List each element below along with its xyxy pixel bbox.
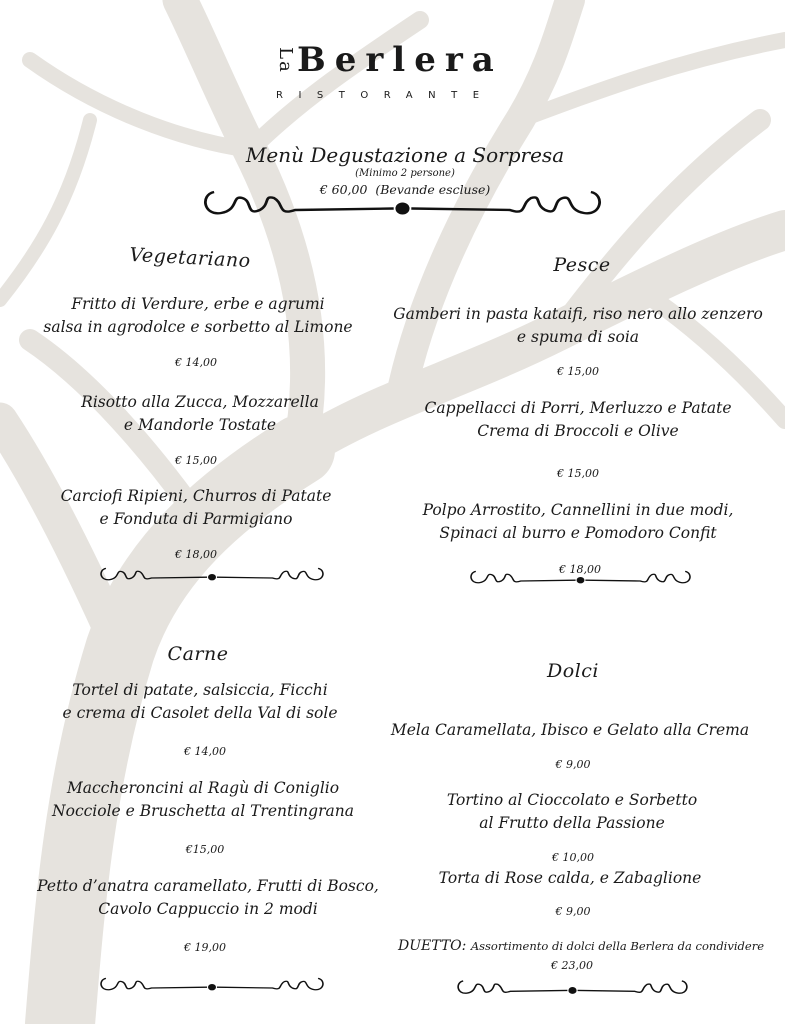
- logo-subtitle: RISTORANTE: [276, 90, 495, 101]
- item-line: Gamberi in pasta kataifi, riso nero allo zenzero: [393, 305, 763, 323]
- item-line: e crema di Casolet della Val di sole: [62, 704, 338, 722]
- menu-item: [447, 789, 697, 835]
- section-title-carne: Carne: [167, 643, 229, 665]
- item-line: Tortel di patate, salsiccia, Ficchi: [72, 681, 328, 699]
- item-line: Carciofi Ripieni, Churros di Patate: [60, 487, 332, 505]
- item-price: € 9,00: [555, 758, 591, 771]
- item-line: Petto d’anatra caramellato, Frutti di Bosco,: [37, 877, 379, 895]
- menu-item: [424, 397, 731, 443]
- tasting-price: € 60,00 (Bevande escluse): [319, 182, 491, 197]
- section-title-pesce: Pesce: [553, 254, 611, 276]
- flourish-divider: [200, 180, 605, 225]
- item-line: Spinaci al burro e Pomodoro Confit: [439, 524, 717, 542]
- item-price: € 15,00: [557, 467, 599, 480]
- item-line: Torta di Rose calda, e Zabaglione: [438, 869, 702, 887]
- item-price: € 10,00: [552, 851, 594, 864]
- item-line: Tortino al Cioccolato e Sorbetto: [446, 791, 698, 809]
- item-price: € 23,00: [551, 959, 593, 972]
- menu-item: [439, 867, 702, 890]
- menu-item: [81, 391, 319, 437]
- menu-item: [61, 485, 332, 531]
- item-line: Mela Caramellata, Ibisco e Gelato alla Crema: [390, 721, 750, 739]
- item-price: € 14,00: [175, 356, 217, 369]
- flourish-divider: [98, 562, 326, 586]
- item-line: e Fonduta di Parmigiano: [99, 510, 293, 528]
- flourish-divider: [98, 972, 326, 996]
- item-price: € 9,00: [555, 905, 591, 918]
- flourish-divider: [455, 974, 690, 1000]
- menu-item: [423, 499, 734, 545]
- item-price: € 18,00: [175, 548, 217, 561]
- menu-item: [391, 719, 749, 742]
- logo-la: La: [274, 47, 296, 74]
- item-line: Assortimento di dolci della Berlera da condividere: [470, 939, 765, 953]
- item-price: € 14,00: [184, 745, 226, 758]
- tasting-note: (Minimo 2 persone): [355, 168, 455, 179]
- item-line: Fritto di Verdure, erbe e agrumi: [71, 295, 325, 313]
- menu-item: [393, 303, 763, 349]
- menu-item: [62, 679, 337, 725]
- item-price: € 19,00: [184, 941, 226, 954]
- item-line: Cappellacci di Porri, Merluzzo e Patate: [424, 399, 732, 417]
- item-line: salsa in agrodolce e sorbetto al Limone: [43, 318, 353, 336]
- item-price: € 15,00: [175, 454, 217, 467]
- item-line: Polpo Arrostito, Cannellini in due modi,: [422, 501, 734, 519]
- item-line: e spuma di soia: [516, 328, 640, 346]
- item-price: € 18,00: [559, 563, 601, 576]
- menu-item: [43, 293, 352, 339]
- menu-item: [37, 875, 379, 921]
- menu-item-duetto: [398, 939, 764, 953]
- item-label: DUETTO:: [397, 938, 467, 954]
- item-price: €15,00: [185, 843, 225, 856]
- logo-name: Berlera: [297, 40, 503, 80]
- item-price: € 15,00: [557, 365, 599, 378]
- section-title-dolci: Dolci: [547, 660, 599, 682]
- item-line: Maccheroncini al Ragù di Coniglio: [66, 779, 340, 797]
- menu-item: [52, 777, 354, 823]
- item-line: Risotto alla Zucca, Mozzarella: [81, 393, 319, 411]
- item-line: Cavolo Cappuccio in 2 modi: [98, 900, 318, 918]
- item-line: Nocciole e Bruschetta al Trentingrana: [52, 802, 354, 820]
- flourish-divider: [468, 565, 693, 589]
- section-title-vegetariano: Vegetariano: [128, 243, 252, 273]
- tasting-title: Menù Degustazione a Sorpresa: [245, 143, 565, 167]
- item-line: al Frutto della Passione: [479, 814, 665, 832]
- item-line: e Mandorle Tostate: [123, 416, 277, 434]
- item-line: Crema di Broccoli e Olive: [477, 422, 679, 440]
